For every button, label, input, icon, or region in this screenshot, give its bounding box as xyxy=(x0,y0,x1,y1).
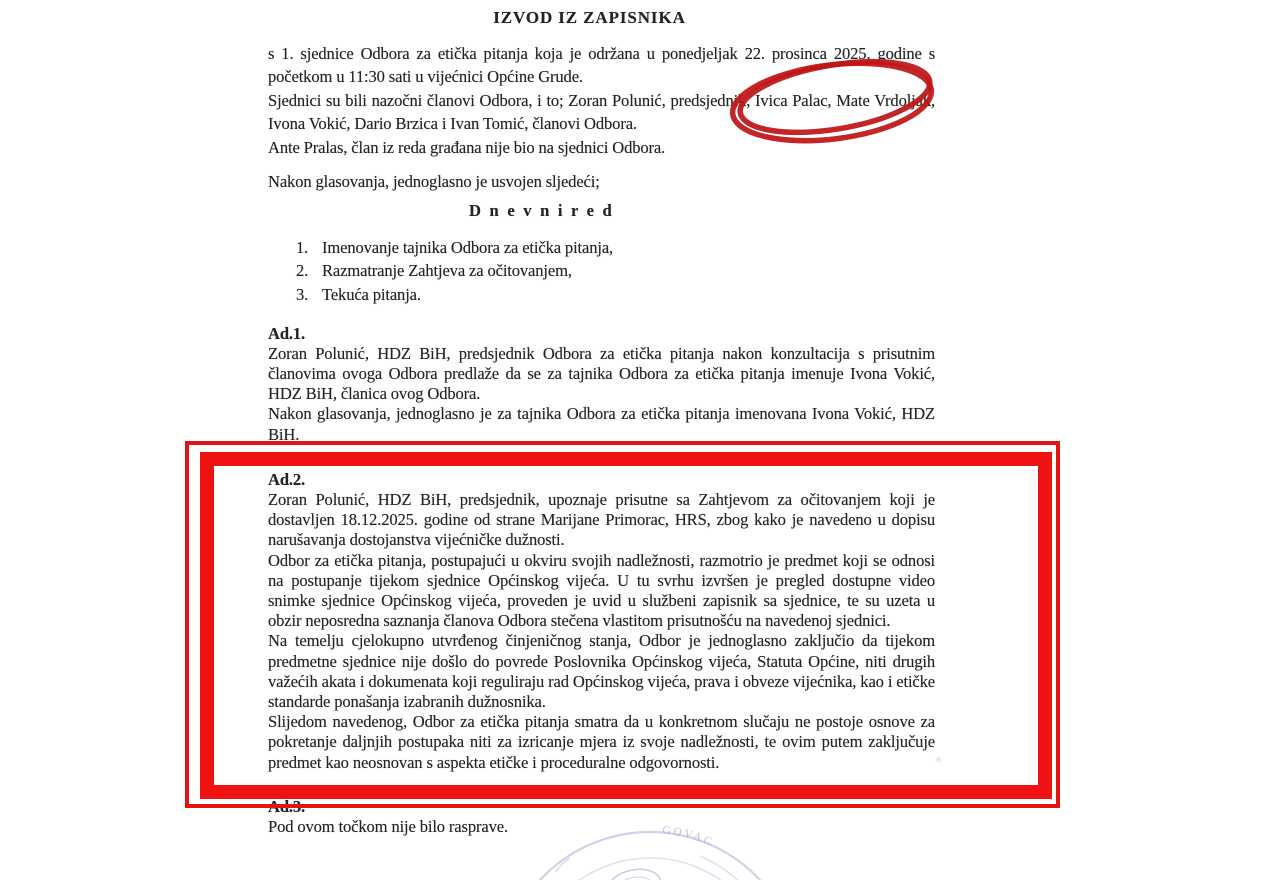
agenda-item-number: 3. xyxy=(296,284,309,304)
agenda-item-text: Razmatranje Zahtjeva za očitovanjem, xyxy=(322,261,572,281)
document-body xyxy=(268,6,935,837)
agenda-item-number: 1. xyxy=(296,237,309,257)
agenda-item xyxy=(268,259,935,283)
agenda-item xyxy=(268,236,935,260)
section-paragraph: Odbor za etička pitanja, postupajući u okviru svojih nadležnosti, razmotrio je predmet koji se odnosi na postupanje tijekom sjednice Općinskog vijeća. U tu svrhu izvršen je pregled dostupne video snimke sjednice Općinskog vijeća, proveden je uvid u službeni zapisnik sa sjednice, te su uzeta u obzir neposredna saznanja članova Odbora stečena vlastitom prisutnošću na navedenoj sjednici. xyxy=(268,550,935,631)
vote-result-line: Nakon glasovanja, jednoglasno je usvojen sljedeći; xyxy=(268,171,600,191)
section-paragraph: Na temelju cjelokupno utvrđenog činjeničnog stanja, Odbor je jednoglasno zaključio da tijekom predmetne sjednice nije došlo do povrede Poslovnika Općinskog vijeća, Statuta Općine, niti drugih važećih akata i dokumenata koji reguliraju rad Općinskog vijeća, prava i obveze vijećnika, kao i etičke standarde ponašanja izabranih dužnosnika. xyxy=(268,631,935,711)
intro-paragraph: Sjednici su bili nazočni članovi Odbora, i to; Zoran Polunić, predsjednik, Ivica Palac, Mate Vrdoljak, Ivona Vokić, Dario Brzica i Ivan Tomić, članovi Odbora. xyxy=(268,90,935,134)
section-heading: Ad.1. xyxy=(268,323,306,343)
section-ad3 xyxy=(268,797,935,837)
agenda-item-text: Imenovanje tajnika Odbora za etička pitanja, xyxy=(322,237,614,257)
section-paragraph: Pod ovom točkom nije bilo rasprave. xyxy=(268,817,508,836)
section-paragraph: Nakon glasovanja, jednoglasno je za tajnika Odbora za etička pitanja imenovana Ivona Vokić, HDZ BiH. xyxy=(268,404,935,444)
section-ad1 xyxy=(268,324,935,445)
intro-paragraph: s 1. sjednice Odbora za etička pitanja koja je održana u ponedjeljak 22. prosinca 2025. godine s početkom u 11:30 sati u vijećnici Općine Grude. xyxy=(268,43,935,87)
section-paragraph: Zoran Polunić, HDZ BiH, predsjednik, upoznaje prisutne sa Zahtjevom za očitovanjem koji je dostavljen 18.12.2025. godine od strane Marijane Primorac, HRS, zbog kako je navedeno u dopisu narušavanja dostojanstva vijećničke dužnosti. xyxy=(268,489,935,550)
agenda-item-number: 2. xyxy=(296,261,309,281)
agenda-item xyxy=(268,283,935,307)
agenda-list xyxy=(268,236,935,307)
intro-paragraph: Ante Pralas, član iz reda građana nije bio na sjednici Odbora. xyxy=(268,137,666,157)
section-heading: Ad.3. xyxy=(268,796,306,816)
section-paragraph: Slijedom navedenog, Odbor za etička pitanja smatra da u konkretnom slučaju ne postoje osnove za pokretanje daljnjih postupaka niti za izricanje mjera iz svoje nadležnosti, te ovim putem zaključuje predmet kao neosnovan s aspekta etičke i proceduralne odgovornosti. xyxy=(268,712,935,772)
section-ad2 xyxy=(268,470,935,773)
agenda-item-text: Tekuća pitanja. xyxy=(322,284,421,304)
stamp-rim-text: GOVAC xyxy=(661,826,716,850)
document-title: IZVOD IZ ZAPISNIKA xyxy=(493,8,686,27)
stamp-emblem xyxy=(604,865,663,880)
scan-noise-speck xyxy=(936,757,941,762)
agenda-heading: D n e v n i r e d xyxy=(469,201,614,221)
section-heading: Ad.2. xyxy=(268,469,306,489)
section-paragraph: Zoran Polunić, HDZ BiH, predsjednik Odbora za etička pitanja nakon konzultacija s prisutnim članovima ovoga Odbora predlaže da se za tajnika Odbora za etička pitanja imenuje Ivona Vokić, HDZ BiH, članica ovog Odbora. xyxy=(268,343,935,404)
